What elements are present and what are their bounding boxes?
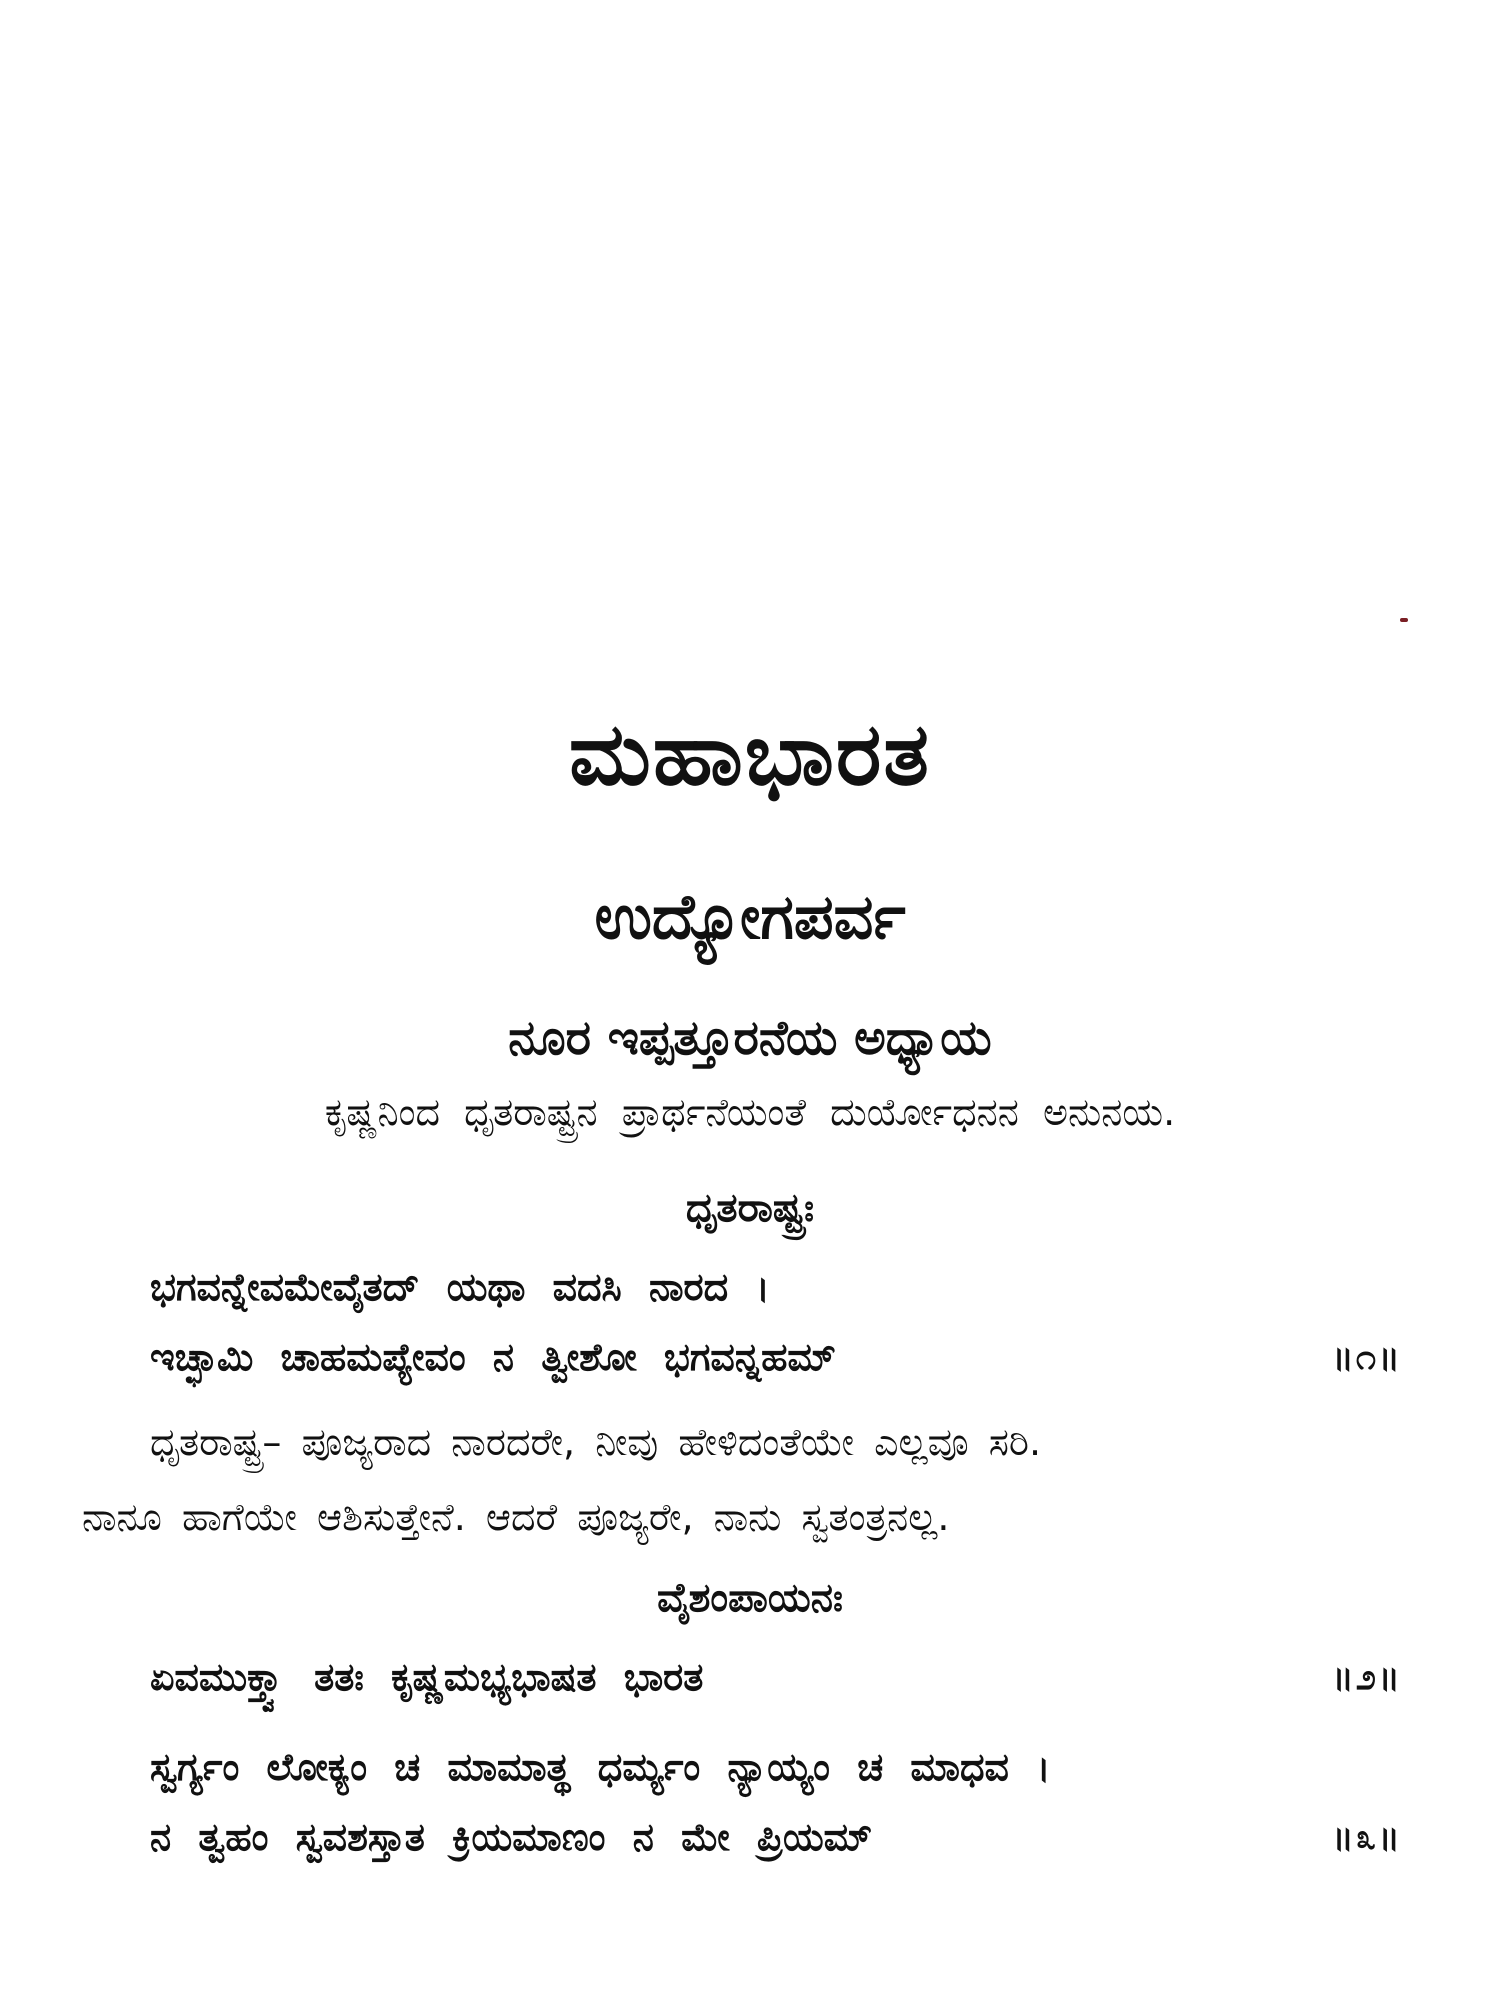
verse-line-3: ಏವಮುಕ್ತ್ವಾ ತತಃ ಕೃಷ್ಣಮಭ್ಯಭಾಷತ ಭಾರತ (150, 1655, 704, 1699)
prose-translation-line-1: ಧೃತರಾಷ್ಟ್ರ– ಪೂಜ್ಯರಾದ ನಾರದರೇ, ನೀವು ಹೇಳಿದಂತೆಯೇ ಎಲ್ಲವೂ ಸರಿ. (150, 1420, 1042, 1464)
speaker-dhritarashtra: ಧೃತರಾಷ್ಟ್ರಃ (685, 1185, 815, 1231)
speaker-vaishampayana: ವೈಶಂಪಾಯನಃ (657, 1575, 843, 1621)
verse-line-1: ಭಗವನ್ನೇವಮೇವೈತದ್ ಯಥಾ ವದಸಿ ನಾರದ । (150, 1265, 770, 1309)
verse-line-5: ನ ತ್ವಹಂ ಸ್ವವಶಸ್ತಾತ ಕ್ರಿಯಮಾಣಂ ನ ಮೇ ಪ್ರಿಯಮ್ (150, 1815, 873, 1859)
verse-number-1: ॥೧॥ (1331, 1337, 1402, 1378)
parva-heading: ಉದ್ಯೋಗಪರ್ವ (594, 880, 906, 953)
verse-line-2: ಇಚ್ಛಾಮಿ ಚಾಹಮಪ್ಯೇವಂ ನ ತ್ವೀಶೋ ಭಗವನ್ನಹಮ್ (150, 1335, 836, 1379)
chapter-heading: ನೂರ ಇಪ್ಪತ್ತೂರನೆಯ ಅಧ್ಯಾಯ (508, 1010, 992, 1066)
ink-speck (1400, 618, 1408, 622)
verse-number-3: ॥೩॥ (1331, 1817, 1402, 1858)
prose-translation-line-2: ನಾನೂ ಹಾಗೆಯೇ ಆಶಿಸುತ್ತೇನೆ. ಆದರೆ ಪೂಜ್ಯರೇ, ನಾನು ಸ್ವತಂತ್ರನಲ್ಲ. (82, 1495, 950, 1539)
verse-number-2: ॥೨॥ (1331, 1657, 1402, 1698)
chapter-summary: ಕೃಷ್ಣನಿಂದ ಧೃತರಾಷ್ಟ್ರನ ಪ್ರಾರ್ಥನೆಯಂತೆ ದುರ್ಯೋಧನನ ಅನುನಯ. (324, 1090, 1176, 1134)
book-title: ಮಹಾಭಾರತ (569, 705, 931, 805)
verse-line-4: ಸ್ವರ್ಗ್ಯಂ ಲೋಕ್ಯಂ ಚ ಮಾಮಾತ್ಥ ಧರ್ಮ್ಯಂ ನ್ಯಾಯ್ಯಂ ಚ ಮಾಧವ । (150, 1745, 1051, 1789)
